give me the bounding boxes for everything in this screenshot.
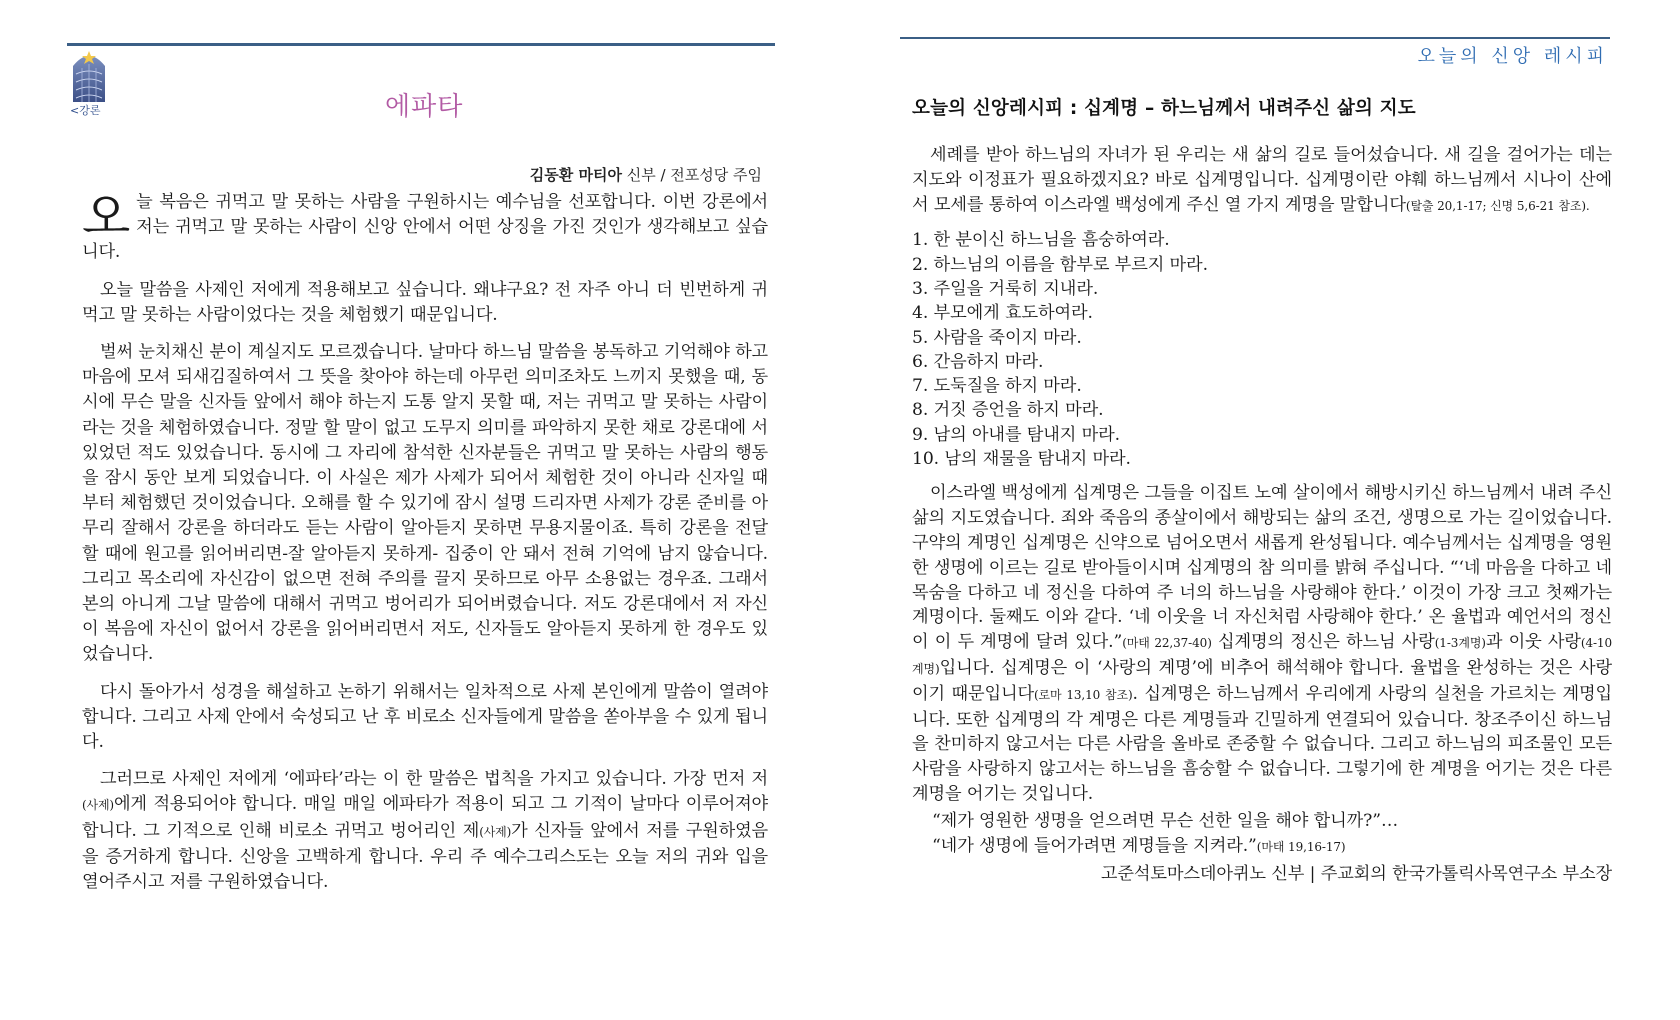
quote-2-text: “네가 생명에 들어가려면 계명들을 지켜라.” [932,835,1257,856]
quote-2-reference: (마태 19,16-17) [1256,839,1346,854]
article-title: 에파타 [385,92,464,122]
paragraph-1 [82,190,768,266]
body-text-c: 십계명의 정신은 하느님 사랑 [1211,632,1435,653]
body-text-a: 이스라엘 백성에게 십계명은 그들을 이집트 노예 살이에서 해방시키신 하느님께서 내려 주신 삶의 지도였습니다. 죄와 죽음의 종살이에서 해방되는 삶의 조건, 생명으로 가는 길이었습니다. 구약의 계명인 십계명은 신약으로 넘어오면서 새롭게 완성됩니다. 예수님께서는 십계명을 영원한 생명에 이르는 길로 받아들이시며 십계명의 참 의미를 밝혀 주십니다. “‘네 마음을 다하고 네 목숨을 다하고 네 정신을 다하여 주 너의 하느님을 사랑해야 한다.’ 이것이 가장 크고 첫째가는 계명이다. 둘째도 이와 같다. ‘네 이웃을 너 자신처럼 사랑해야 한다.’ 온 율법과 예언서의 정신이 이 두 계명에 달려 있다.” [912,483,1612,653]
article-body [82,190,768,907]
cathedral-logo-icon [70,48,108,102]
paragraph-5-text-a: 그러므로 사제인 저에게 ‘에파타’라는 이 한 말씀은 법칙을 가지고 있습니다. 가장 먼저 저 [100,769,768,790]
paragraph-5-text-e: 가 신자들 앞에서 저를 구원하였음을 증거하게 합니다. 신앙을 고백하게 합니다. 우리 주 예수그리스도는 오늘 저의 귀와 입을 열어주시고 저를 구원하였습니다. [82,820,768,893]
top-rule [67,43,775,46]
intro-paragraph [912,143,1612,218]
intro-text: 세례를 받아 하느님의 자녀가 된 우리는 새 삶의 길로 들어섰습니다. 새 길을 걸어가는 데는 지도와 이정표가 필요하겠지요? 바로 십계명입니다. 십계명이란 야훼 하느님께서 시나이 산에서 모세를 통하여 이스라엘 백성에게 주신 열 가지 계명을 말합니다 [912,145,1612,215]
ref-romans-13: (로마 13,10 참조) [1033,687,1133,702]
byline [530,164,762,185]
logo-caption: <강론 [70,104,101,117]
drop-cap: 오 [82,188,131,246]
top-rule-right [900,37,1610,39]
list-item: 7. 도둑질을 하지 마라. [912,376,1082,397]
author-role: 신부 / 전포성당 주임 [621,166,762,184]
list-item: 9. 남의 아내를 탐내지 마라. [912,424,1121,445]
paragraph-5 [82,767,768,895]
list-item: 2. 하느님의 이름을 함부로 부르지 마라. [912,254,1208,275]
body-text-g: 입니다. 십계명은 이 ‘사랑의 계명’에 비추어 해석해야 합니다. 율법을 완성하는 것은 사랑이기 때문입니다 [912,657,1612,704]
ref-matthew-22: (마태 22,37-40) [1122,636,1212,651]
list-item: 3. 주일을 거룩히 지내라. [912,278,1099,299]
right-page [900,0,1680,1020]
recipe-title: 오늘의 신앙레시피 : 십계명 – 하느님께서 내려주신 삶의 지도 [912,98,1416,119]
list-item: 8. 거짓 증언을 하지 마라. [912,400,1104,421]
paragraph-1-text: 늘 복음은 귀먹고 말 못하는 사람을 구원하시는 예수님을 선포합니다. 이번 강론에서 저는 귀먹고 말 못하는 사람이 신앙 안에서 어떤 상징을 가진 것인가 생각해보고 싶습니다. [82,192,768,263]
recipe-body [912,143,1612,887]
author-name: 김동환 마티아 [529,166,622,184]
list-item: 4. 부모에게 효도하여라. [912,303,1093,324]
intro-reference: (탈출 20,1-17; 신명 5,6-21 참조). [1405,198,1590,213]
paragraph-4: 다시 돌아가서 성경을 해설하고 논하기 위해서는 일차적으로 사제 본인에게 말씀이 열려야 합니다. 그리고 사제 안에서 숙성되고 난 후 비로소 신자들에게 말씀을 쏟아부을 수 있게 됩니다. [82,681,768,753]
quote-2 [912,834,1612,860]
list-item: 6. 간음하지 마라. [912,351,1044,372]
left-page [0,0,790,1020]
body-text-e: 과 이웃 사랑 [1485,632,1581,653]
quote-1: “제가 영원한 생명을 얻으려면 무슨 선한 일을 해야 합니까?”… [932,810,1399,831]
commandments-list [912,228,1612,471]
paragraph-3: 벌써 눈치채신 분이 계실지도 모르겠습니다. 날마다 하느님 말씀을 봉독하고 기억해야 하고 마음에 모셔 되새김질하여서 그 뜻을 찾아야 하는데 아무런 의미조차도 느끼지 못했을 때, 동시에 무슨 말을 신자들 앞에서 해야 하는지 도통 알지 못할 때, 저는 귀먹고 말 못하는 사람이라는 것을 체험하였습니다. 정말 할 말이 없고 도무지 의미를 파악하지 못한 채로 강론대에 서 있었던 적도 있었습니다. 동시에 그 자리에 참석한 신자분들은 귀먹고 말 못하는 사람의 행동을 잠시 동안 보게 되었습니다. 이 사실은 제가 사제가 되어서 체험한 것이 아니라 신자일 때부터 체험했던 것이었습니다. 오해를 할 수 있기에 잠시 설명 드리자면 사제가 강론 준비를 아무리 잘해서 강론을 하더라도 듣는 사람이 알아듣지 못하면 무용지물이죠. 특히 강론을 전달할 때에 원고를 읽어버리면-잘 알아듣지 못하게- 집중이 안 돼서 전혀 기억에 남지 않습니다. 그리고 목소리에 자신감이 없으면 전혀 주의를 끌지 못하므로 아무 소용없는 경우죠. 그래서 본의 아니게 그날 말씀에 대해서 귀먹고 벙어리가 되어버렸습니다. 저도 강론대에서 저 자신이 복음에 자신이 없어서 강론을 읽어버리면서 저도, 신자들도 알아듣지 못하게 한 경우도 있었습니다. [82,342,768,665]
author-signature: 고준석토마스데아퀴노 신부 | 주교회의 한국가톨릭사목연구소 부소장 [1100,863,1612,884]
ref-commandments-4-10: (4-10계명) [912,636,1613,676]
note-priest-1: (사제) [82,798,114,813]
note-priest-2: (사제) [479,824,512,839]
ref-commandments-1-3: (1-3계명) [1434,636,1486,651]
body-text-i: . 십계명은 하느님께서 우리에게 사랑의 실천을 가르치는 계명입니다. 또한 십계명의 각 계명은 다른 계명들과 긴밀하게 연결되어 있습니다. 창조주이신 하느님을 찬미하지 않고서는 다른 사람을 올바로 존중할 수 없습니다. 그리고 하느님의 피조물인 모든 사람을 사랑하지 않고서는 하느님을 흠숭할 수 없습니다. 그렇기에 한 계명을 어기는 것은 다른 계명을 어기는 것입니다. [912,683,1613,804]
list-item: 1. 한 분이신 하느님을 흠숭하여라. [912,230,1170,251]
list-item: 5. 사람을 죽이지 마라. [912,327,1082,348]
paragraph-5-text-c: 에게 적용되어야 합니다. 매일 매일 에파타가 적용이 되고 그 기적이 날마다 이루어져야 합니다. 그 기적으로 인해 비로소 귀먹고 벙어리인 제 [82,794,768,841]
body-paragraph [912,481,1612,806]
list-item: 10. 남의 재물을 탐내지 마라. [912,449,1131,470]
paragraph-2: 오늘 말씀을 사제인 저에게 적용해보고 싶습니다. 왜냐구요? 전 자주 아니 더 빈번하게 귀먹고 말 못하는 사람이었다는 것을 체험했기 때문입니다. [82,279,768,325]
section-header: 오늘의 신앙 레시피 [1417,46,1608,67]
